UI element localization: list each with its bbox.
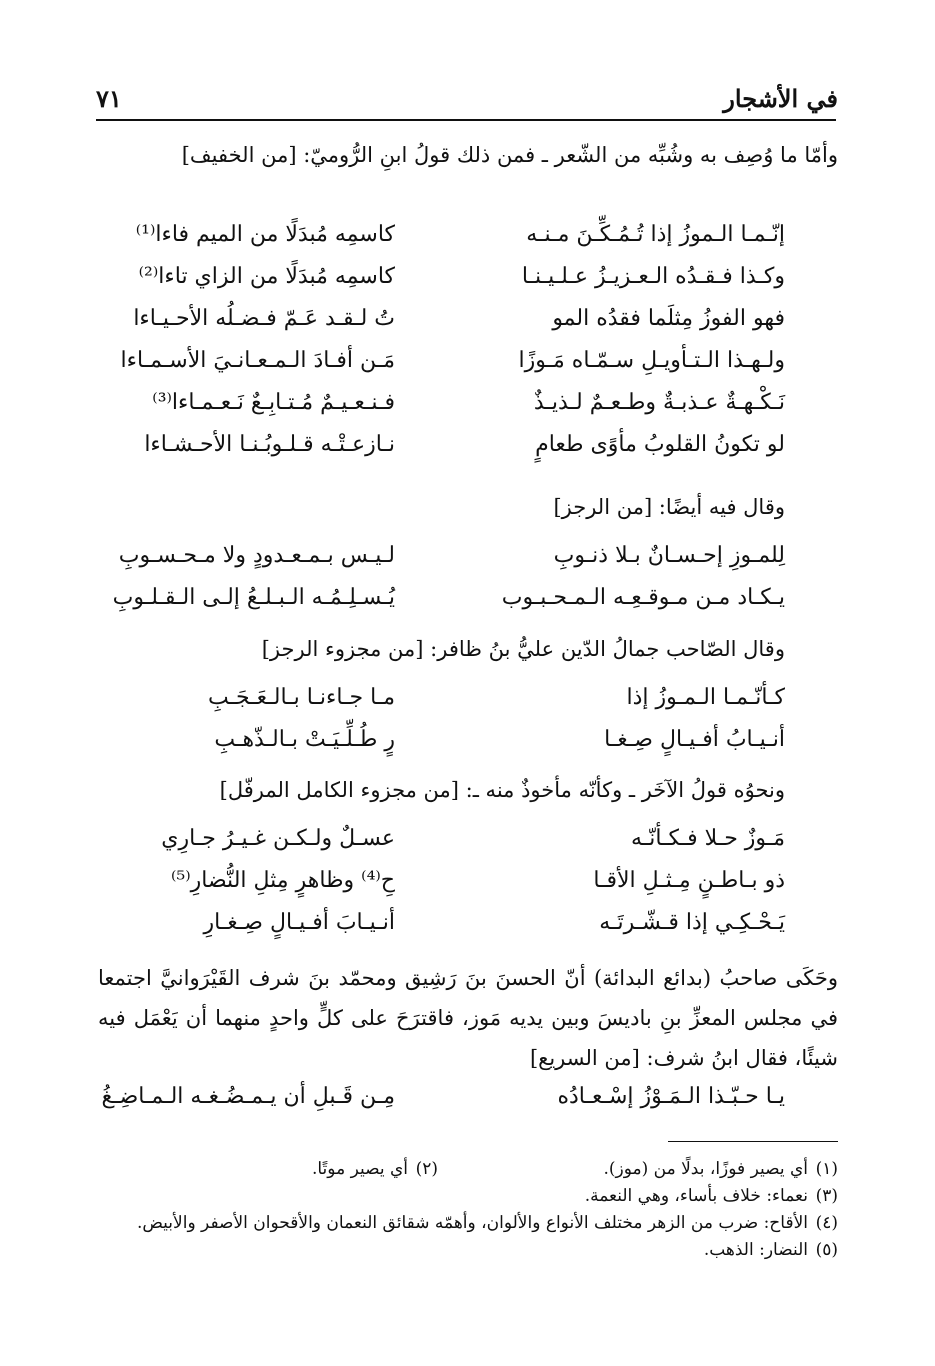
verse (95, 727, 785, 769)
intro-paragraph: وأمّا ما وُصِف به وشُبِّه من الشّعر ـ فمن ذلك قولُ ابنِ الرُّوميّ: [من الخفيف] (181, 143, 838, 167)
second-hemistich: مَـن أفـادَ الـمـعـانـيَ الأسـمـاءا (120, 348, 395, 373)
first-hemistich: فهو الفوزُ مِثلَما فقدُه المو (552, 306, 785, 331)
verse (95, 1084, 785, 1126)
header-rule (96, 119, 836, 121)
second-hemistich: كاسمِه مُبدَلًا من الزاي تاءا⁽²⁾ (138, 264, 395, 289)
verse (95, 222, 785, 264)
poem-rajaz (95, 543, 785, 627)
second-hemistich: تُ لـقـد عَـمّ فـضـلُه الأحـيـاءا (133, 306, 395, 331)
poem-ibn-zafir (95, 685, 785, 769)
second-hemistich: مـا جـاءنـا بـالـعَـجَـبِ (207, 685, 395, 710)
second-hemistich: كاسمِه مُبدَلًا من الميم فاءا⁽¹⁾ (135, 222, 395, 247)
first-hemistich: لِلمـوزِ إحـسـانٌ بـلا ذنـوبِ (553, 543, 785, 568)
first-hemistich: يـا حـبّـذا الـمَـوْزُ إسْـعـادُه (557, 1084, 785, 1109)
page-number: ٧١ (96, 84, 122, 113)
poem-kamil (95, 826, 785, 952)
narrative-paragraph: وحَكَى صاحبُ (بدائع البدائة) أنّ الحسنَ بنَ رَشِيق ومحمّد بنَ شرف القَيْرَوانيَّ اجتمعا في مجلس المعزِّ بنِ باديسَ وبين يديه مَوز، فاقترَحَ على كلٍّ واحدٍ منهما أن يَعْمَل فيه شيئًا، فقال ابنُ شرف: [من السريع] (98, 966, 838, 1070)
verse (95, 868, 785, 910)
narration-line: وقال الصّاحب جمالُ الدّين عليُّ بنُ ظافر: [من مجزوء الرجز] (261, 637, 785, 661)
first-hemistich: كـأنّـمـا الـمـوزُ إذا (626, 685, 785, 710)
footnote-2: (٢)أي يصير موتًا. (311, 1159, 438, 1179)
footnote-rule (668, 1141, 838, 1142)
verse (95, 826, 785, 868)
poem-ibn-sharaf (95, 1084, 785, 1126)
verse (95, 685, 785, 727)
footnote-1: (١)أي يصير فوزًا، بدلًا من (موز). (603, 1159, 838, 1179)
footnote-5: (٥)النضار: الذهب. (703, 1240, 838, 1260)
second-hemistich: عسـلٌ ولـكـن غـيـرُ جـارِي (161, 826, 395, 851)
second-hemistich: أنـيـابَ أفـيـالٍ صِـغـارِ (203, 910, 395, 935)
second-hemistich: يُـسـلِـمُـه الـبـلـعُ إلـى الـقـلـوبِ (112, 585, 395, 610)
first-hemistich: وكـذا فـقـدُه الـعـزيـزُ عـلـيـنـا (521, 264, 785, 289)
footnotes (98, 1156, 838, 1264)
first-hemistich: ذو بـاطـنٍ مِـثـلِ الأقـا (593, 868, 785, 893)
second-hemistich: مِـن قَـبلِ أن يـمـضُـغـه الـمـاضِـغُ (101, 1084, 395, 1109)
verse (95, 543, 785, 585)
first-hemistich: أنـيـابُ أفـيـالٍ صِـغـا (604, 727, 785, 752)
footnote-3: (٣)نعماء: خلاف بأساء، وهي النعمة. (584, 1186, 838, 1206)
second-hemistich: فـنـعـيـمٌ مُـتـابِـعٌ نَـعـمـاءا⁽³⁾ (152, 390, 395, 415)
second-hemistich: نـازعـتْـه قـلـوبُـنـا الأحـشـاءا (144, 432, 395, 457)
first-hemistich: إنّـمـا الـموزُ إذا تُـمُـكِّـنَ مـنـه (526, 222, 785, 247)
running-head-title: في الأشجار (723, 84, 838, 113)
second-hemistich: رٍ طُـلِّـيَـتْ بـالـذّهـبِ (214, 727, 395, 752)
narration-line: وقال فيه أيضًا: [من الرجز] (553, 495, 785, 519)
first-hemistich: يَـحْـكِـي إذا قـشّـرتَـه (599, 910, 785, 935)
verse (95, 390, 785, 432)
first-hemistich: مَـوزٌ حـلا فـكـأنّـه (631, 826, 785, 851)
first-hemistich: لو تكونُ القلوبُ مأوًى طعامٍ (535, 432, 785, 457)
verse (95, 585, 785, 627)
narration-line: ونحوُه قولُ الآخَر ـ وكأنّه مأخوذٌ منه ـ: [من مجزوء الكامل المرفّل] (219, 778, 785, 802)
verse (95, 432, 785, 474)
footnote-4: (٤)الأقاح: ضرب من الزهر مختلف الأنواع والألوان، وأهمّه شقائق النعمان والأقحوان الأصفر والأبيض. (136, 1213, 838, 1233)
second-hemistich: لـيـس بـمـعـدودٍ ولا مـحـسـوبِ (118, 543, 395, 568)
first-hemistich: نَـكْـهـةٌ عـذبـةٌ وطـعـمٌ لـذيـذٌ (533, 390, 785, 415)
second-hemistich: حِ⁽⁴⁾ وظاهرٍ مِثلِ النُّضارِ⁽⁵⁾ (171, 868, 395, 893)
poem-ibn-rumi (95, 222, 785, 474)
first-hemistich: يـكـاد مـن مـوقـعِـه الـمـحـبـوب (501, 585, 785, 610)
verse (95, 910, 785, 952)
verse (95, 306, 785, 348)
first-hemistich: ولـهـذا الـتـأويـلِ سـمّـاه مَـوزًا (518, 348, 785, 373)
verse (95, 264, 785, 306)
footnote-row (98, 1156, 838, 1183)
verse (95, 348, 785, 390)
